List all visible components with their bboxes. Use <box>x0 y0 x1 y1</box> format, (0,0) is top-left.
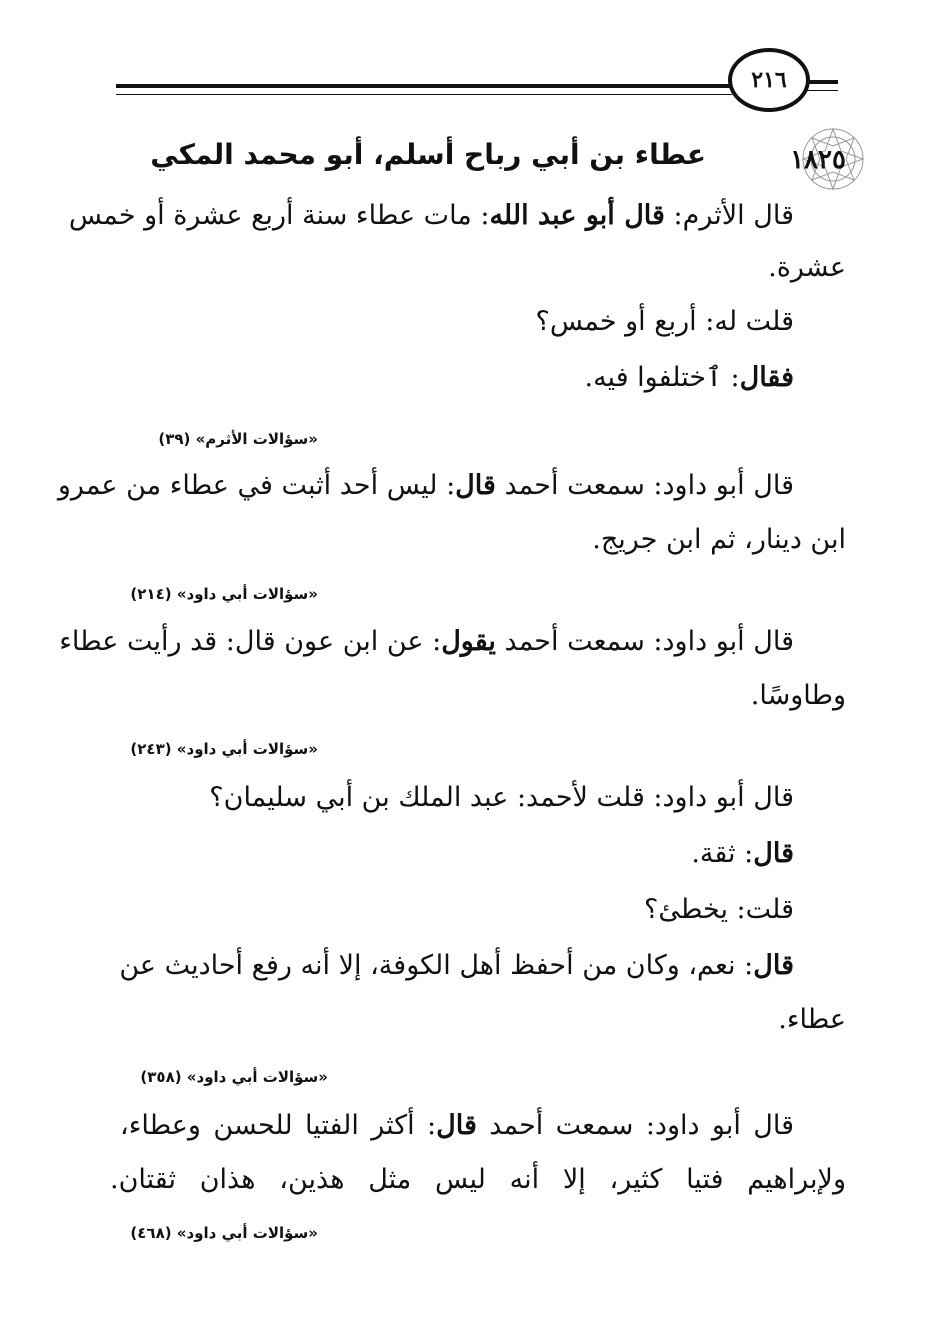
text-line: قال: ثقة. <box>691 838 794 869</box>
header-rule-left-thin <box>116 94 732 95</box>
source-citation: «سؤالات أبي داود» (٣٥٨) <box>140 1068 328 1086</box>
page-number <box>728 48 810 112</box>
source-citation: «سؤالات الأثرم» (٣٩) <box>158 430 318 448</box>
text-line: ابن دينار، ثم ابن جريج. <box>592 524 846 555</box>
header-rule-left <box>116 84 732 88</box>
text-line: عشرة. <box>768 252 846 283</box>
header-rule-right <box>806 80 838 84</box>
text-line: قال أبو داود: قلت لأحمد: عبد الملك بن أبي سليمان؟ <box>209 782 794 813</box>
text-line: قال الأثرم: قال أبو عبد الله: مات عطاء سنة أربع عشرة أو خمس <box>68 200 794 231</box>
entry-number-text: ١٨٢٥ <box>790 145 846 175</box>
text-line: ولإبراهيم فتيا كثير، إلا أنه ليس مثل هذين، هذان ثقتان. <box>110 1164 846 1195</box>
header-rule-right-thin <box>806 90 838 91</box>
source-citation: «سؤالات أبي داود» (٢١٤) <box>130 585 318 603</box>
source-citation: «سؤالات أبي داود» (٢٤٣) <box>130 740 318 758</box>
text-line: قال أبو داود: سمعت أحمد قال: ليس أحد أثبت في عطاء من عمرو <box>57 470 794 501</box>
entry-title: عطاء بن أبي رباح أسلم، أبو محمد المكي <box>150 138 706 171</box>
text-line: عطاء. <box>778 1004 846 1035</box>
text-line: قلت له: أربع أو خمس؟ <box>535 306 794 337</box>
text-line: فقال: ٱختلفوا فيه. <box>584 362 794 393</box>
source-citation: «سؤالات أبي داود» (٤٦٨) <box>130 1224 318 1242</box>
text-line: قلت: يخطئ؟ <box>644 894 794 925</box>
text-line: وطاوسًا. <box>750 680 846 711</box>
text-line: قال أبو داود: سمعت أحمد يقول: عن ابن عون قال: قد رأيت عطاء <box>59 626 794 657</box>
page-number-text: ٢١٦ <box>751 67 787 93</box>
text-line: قال: نعم، وكان من أحفظ أهل الكوفة، إلا أنه رفع أحاديث عن <box>119 950 794 981</box>
text-line: قال أبو داود: سمعت أحمد قال: أكثر الفتيا للحسن وعطاء، <box>120 1110 794 1141</box>
entry-number <box>760 130 876 190</box>
